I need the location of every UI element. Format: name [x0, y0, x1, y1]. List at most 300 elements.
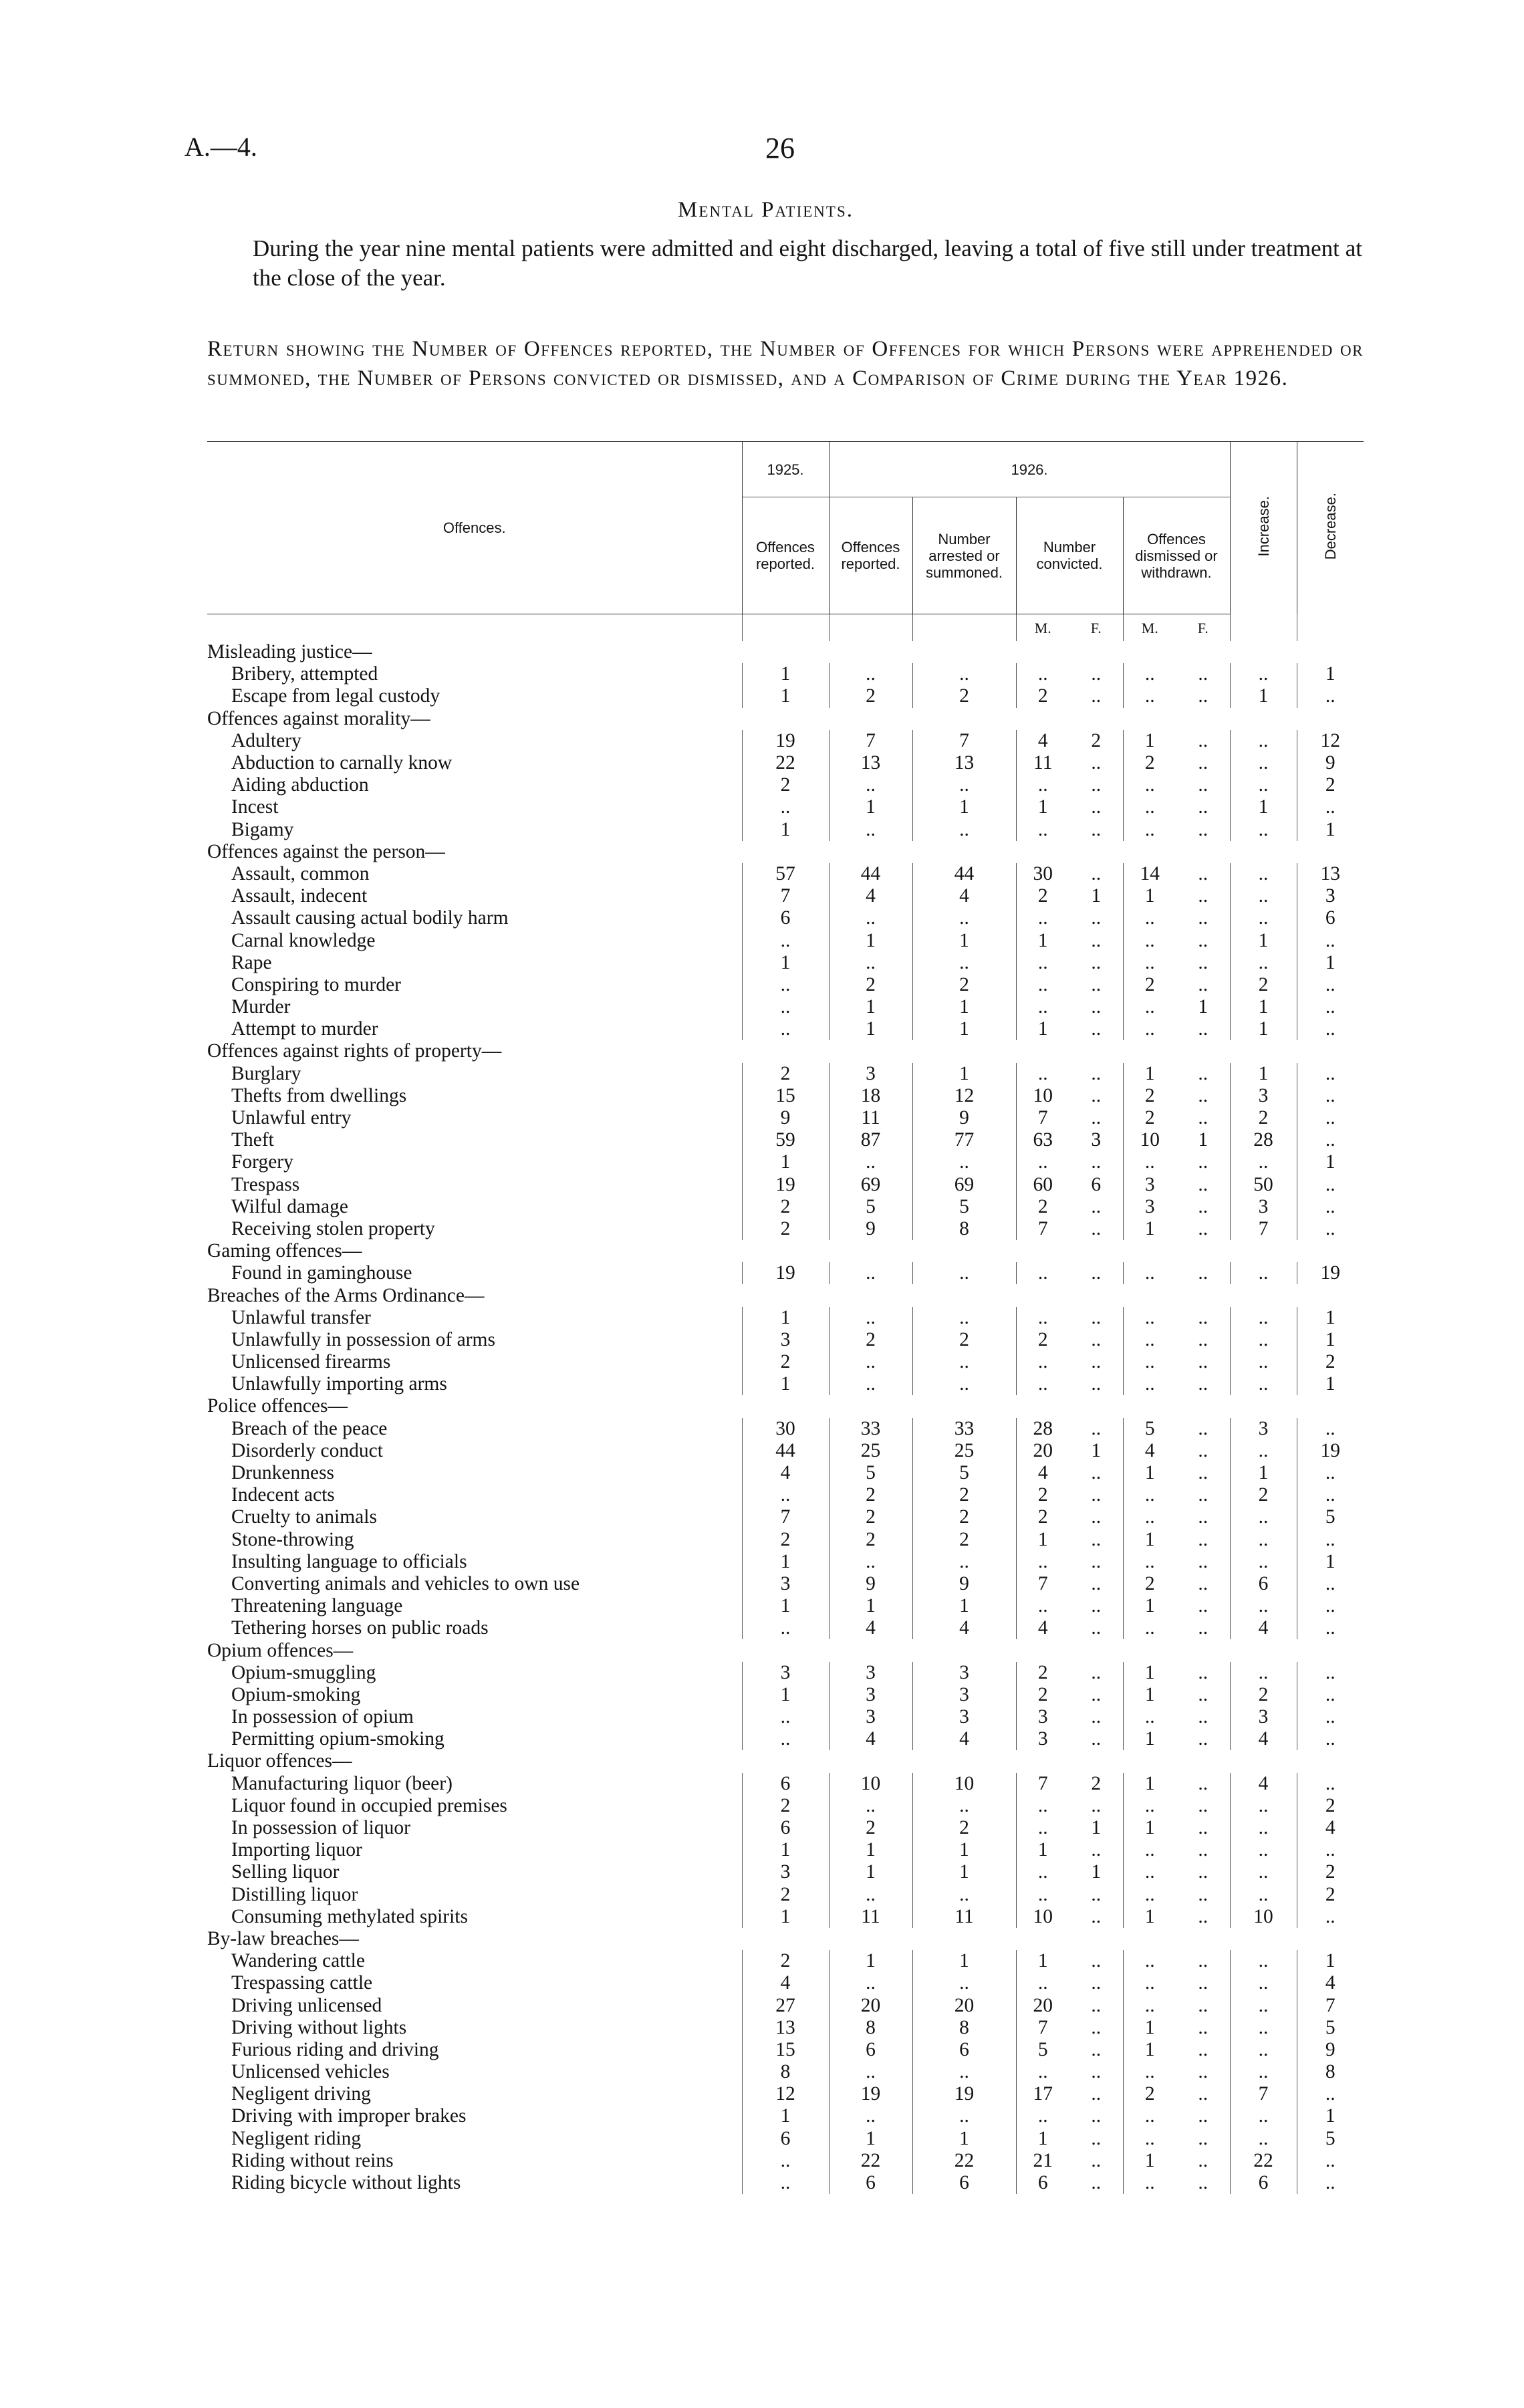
offence-label: Rape [231, 951, 272, 973]
cell-reported-1925: 1 [742, 1684, 829, 1706]
cell-reported-1925: 1 [742, 2105, 829, 2127]
cell-increase: 2 [1230, 1107, 1297, 1129]
table-row [207, 1351, 1364, 1373]
cell-convicted-m: .. [1016, 2061, 1069, 2083]
table-row [207, 2061, 1364, 2083]
cell-increase: .. [1230, 1307, 1297, 1329]
cell-reported-1926: 9 [829, 1573, 912, 1595]
cell-reported-1925: 1 [742, 952, 829, 974]
cell-decrease: 1 [1297, 663, 1364, 685]
cell-reported-1925: 59 [742, 1129, 829, 1151]
cell-arrested: 3 [912, 1706, 1016, 1728]
category-row [207, 1395, 1364, 1417]
offence-label: Disorderly conduct [231, 1439, 383, 1461]
table-row [207, 1972, 1364, 1994]
cell-dismissed-f: .. [1198, 1905, 1209, 1927]
cell-convicted-m: 1 [1016, 929, 1069, 951]
cell-convicted-m: .. [1016, 1595, 1069, 1617]
cell-decrease: 1 [1297, 1151, 1364, 1173]
cell-reported-1926: 1 [829, 1595, 912, 1617]
table-row [207, 1950, 1364, 1972]
cell-decrease: .. [1297, 1107, 1364, 1129]
cell-convicted-m: 2 [1016, 1196, 1069, 1218]
category-row [207, 1284, 1364, 1306]
cell-arrested: 1 [912, 1950, 1016, 1972]
table-row [207, 1529, 1364, 1551]
cell-dismissed-f: .. [1198, 1462, 1209, 1484]
cell-dismissed-m: 1 [1123, 1063, 1176, 1085]
table-row [207, 1662, 1364, 1684]
cell-dismissed-m: .. [1123, 2128, 1176, 2150]
cell-arrested: 77 [912, 1129, 1016, 1151]
cell-decrease: .. [1297, 1085, 1364, 1107]
table-row [207, 819, 1364, 841]
cell-arrested: 3 [912, 1684, 1016, 1706]
cell-convicted-m: 5 [1016, 2039, 1069, 2061]
cell-reported-1926: .. [829, 1262, 912, 1284]
cell-arrested: .. [912, 1884, 1016, 1906]
table-row [207, 1884, 1364, 1906]
cell-dismissed-f: .. [1198, 774, 1209, 796]
cell-reported-1926: 20 [829, 1994, 912, 2016]
cell-reported-1926: 5 [829, 1462, 912, 1484]
table-row [207, 1373, 1364, 1395]
category-row [207, 1750, 1364, 1772]
offence-label: Unlicensed firearms [231, 1351, 391, 1373]
cell-convicted-f: .. [1091, 2083, 1102, 2105]
cell-reported-1925: 1 [742, 663, 829, 685]
cell-decrease: 2 [1297, 1351, 1364, 1373]
document-reference: A.—4. [184, 132, 257, 162]
cell-decrease: .. [1297, 685, 1364, 707]
cell-decrease: .. [1297, 974, 1364, 996]
cell-decrease: 12 [1297, 730, 1364, 752]
cell-decrease: .. [1297, 2150, 1364, 2172]
cell-dismissed-m: .. [1123, 907, 1176, 929]
cell-convicted-f: .. [1091, 2038, 1102, 2060]
cell-reported-1925: .. [742, 1484, 829, 1506]
cell-convicted-m: .. [1016, 1972, 1069, 1994]
category-row [207, 641, 1364, 663]
cell-reported-1925: 3 [742, 1861, 829, 1883]
cell-increase: .. [1230, 774, 1297, 796]
cell-dismissed-m: .. [1123, 1262, 1176, 1284]
male-label: M. [1123, 614, 1176, 642]
cell-dismissed-m: .. [1123, 1307, 1176, 1329]
cell-convicted-m: 30 [1016, 863, 1069, 885]
cell-convicted-m: .. [1016, 1795, 1069, 1817]
offence-label: Permitting opium-smoking [231, 1728, 444, 1750]
col-year-1926: 1926. [829, 442, 1230, 497]
cell-reported-1925: 1 [742, 819, 829, 841]
cell-dismissed-f: .. [1198, 1728, 1209, 1750]
offence-label: Unlicensed vehicles [231, 2061, 390, 2083]
cell-decrease: 1 [1297, 1551, 1364, 1573]
cell-increase: .. [1230, 730, 1297, 752]
cell-dismissed-m: 1 [1123, 1529, 1176, 1551]
cell-convicted-m: 63 [1016, 1129, 1069, 1151]
cell-convicted-m: 1 [1016, 2128, 1069, 2150]
category-row [207, 1928, 1364, 1950]
cell-convicted-m: .. [1016, 819, 1069, 841]
cell-arrested: 20 [912, 1994, 1016, 2016]
table-row [207, 1773, 1364, 1795]
table-row [207, 974, 1364, 996]
cell-dismissed-m: .. [1123, 1329, 1176, 1351]
cell-convicted-f: .. [1091, 1506, 1102, 1528]
cell-convicted-f: .. [1091, 1972, 1102, 1994]
cell-increase: .. [1230, 2039, 1297, 2061]
cell-dismissed-f: .. [1198, 1195, 1209, 1217]
cell-decrease: 4 [1297, 1817, 1364, 1839]
cell-arrested: .. [912, 819, 1016, 841]
cell-reported-1926: .. [829, 1351, 912, 1373]
offence-label: Thefts from dwellings [231, 1084, 407, 1106]
cell-increase: .. [1230, 1795, 1297, 1817]
cell-convicted-m: 1 [1016, 1018, 1069, 1040]
offence-label: Murder [231, 996, 291, 1018]
cell-convicted-f: .. [1091, 2127, 1102, 2149]
cell-convicted-m: 1 [1016, 1839, 1069, 1861]
cell-decrease: .. [1297, 2083, 1364, 2105]
offences-table-wrapper [207, 441, 1364, 2194]
table-row [207, 929, 1364, 951]
cell-reported-1925: 12 [742, 2083, 829, 2105]
cell-convicted-m: 20 [1016, 1994, 1069, 2016]
cell-decrease: .. [1297, 1662, 1364, 1684]
cell-reported-1926: 1 [829, 1839, 912, 1861]
cell-dismissed-f: .. [1198, 1173, 1209, 1195]
cell-arrested: 9 [912, 1573, 1016, 1595]
cell-dismissed-m: .. [1123, 1018, 1176, 1040]
table-row [207, 1018, 1364, 1040]
table-row [207, 1129, 1364, 1151]
cell-reported-1926: 3 [829, 1063, 912, 1085]
offence-label: In possession of liquor [231, 1817, 410, 1839]
cell-increase: 28 [1230, 1129, 1297, 1151]
cell-convicted-m: 7 [1016, 1218, 1069, 1240]
cell-reported-1926: .. [829, 1151, 912, 1173]
cell-decrease: 1 [1297, 2105, 1364, 2127]
cell-reported-1926: 22 [829, 2150, 912, 2172]
cell-reported-1926: 2 [829, 1329, 912, 1351]
cell-convicted-f: .. [1091, 2149, 1102, 2171]
table-row [207, 1085, 1364, 1107]
cell-reported-1925: 2 [742, 1351, 829, 1373]
cell-reported-1925: 1 [742, 1839, 829, 1861]
cell-decrease: .. [1297, 1484, 1364, 1506]
offence-label: Unlawful transfer [231, 1306, 371, 1328]
cell-convicted-f: .. [1091, 929, 1102, 951]
cell-increase: 2 [1230, 1484, 1297, 1506]
table-row [207, 2017, 1364, 2039]
offence-label: Riding bicycle without lights [231, 2172, 461, 2194]
cell-reported-1925: 3 [742, 1329, 829, 1351]
cell-arrested: .. [912, 1373, 1016, 1395]
cell-convicted-f: .. [1091, 951, 1102, 973]
cell-convicted-f: .. [1091, 1351, 1102, 1373]
cell-dismissed-f: .. [1198, 1595, 1209, 1617]
cell-dismissed-m: .. [1123, 952, 1176, 974]
cell-arrested: .. [912, 2061, 1016, 2083]
cell-convicted-m: 10 [1016, 1085, 1069, 1107]
table-row [207, 1817, 1364, 1839]
cell-decrease: .. [1297, 1129, 1364, 1151]
cell-dismissed-m: 1 [1123, 885, 1176, 907]
cell-increase: .. [1230, 1440, 1297, 1462]
offence-label: Incest [231, 796, 279, 818]
cell-dismissed-f: .. [1198, 1306, 1209, 1328]
cell-arrested: .. [912, 907, 1016, 929]
cell-convicted-f: .. [1091, 1839, 1102, 1861]
cell-decrease: .. [1297, 1174, 1364, 1196]
cell-reported-1926: .. [829, 1373, 912, 1395]
cell-decrease: 1 [1297, 1373, 1364, 1395]
offence-label: Escape from legal custody [231, 685, 440, 707]
cell-convicted-m: 10 [1016, 1906, 1069, 1928]
cell-dismissed-f: .. [1198, 1084, 1209, 1106]
category-label: Misleading justice— [207, 641, 372, 663]
offence-label: Trespassing cattle [231, 1972, 373, 1994]
cell-convicted-f: 1 [1091, 1817, 1102, 1839]
offence-label: Selling liquor [231, 1861, 340, 1883]
cell-arrested: 6 [912, 2039, 1016, 2061]
cell-reported-1925: 4 [742, 1972, 829, 1994]
cell-convicted-m: .. [1016, 774, 1069, 796]
cell-arrested: 8 [912, 1218, 1016, 1240]
table-row [207, 1795, 1364, 1817]
cell-dismissed-m: .. [1123, 929, 1176, 951]
cell-reported-1926: 2 [829, 974, 912, 996]
cell-increase: .. [1230, 1662, 1297, 1684]
cell-reported-1925: 1 [742, 685, 829, 707]
offence-label: Breach of the peace [231, 1417, 388, 1439]
cell-decrease: .. [1297, 1906, 1364, 1928]
cell-reported-1925: .. [742, 929, 829, 951]
category-label: By-law breaches— [207, 1927, 359, 1949]
cell-dismissed-m: .. [1123, 1373, 1176, 1395]
col-increase: Increase. [1230, 442, 1297, 614]
offence-label: Importing liquor [231, 1839, 362, 1861]
cell-arrested: .. [912, 663, 1016, 685]
cell-arrested: 2 [912, 1817, 1016, 1839]
cell-increase: .. [1230, 1839, 1297, 1861]
table-row [207, 1706, 1364, 1728]
cell-dismissed-m: .. [1123, 2172, 1176, 2194]
cell-reported-1926: 1 [829, 996, 912, 1018]
offence-label: Threatening language [231, 1595, 403, 1617]
cell-decrease: 13 [1297, 863, 1364, 885]
cell-increase: .. [1230, 885, 1297, 907]
cell-convicted-m: 7 [1016, 1573, 1069, 1595]
cell-decrease: 2 [1297, 1795, 1364, 1817]
cell-decrease: 1 [1297, 819, 1364, 841]
cell-reported-1925: 6 [742, 2128, 829, 2150]
offence-label: Cruelty to animals [231, 1506, 377, 1528]
cell-convicted-f: 2 [1091, 729, 1102, 751]
cell-reported-1926: 2 [829, 1484, 912, 1506]
cell-convicted-f: .. [1091, 1373, 1102, 1395]
cell-dismissed-f: .. [1198, 1794, 1209, 1816]
cell-decrease: 2 [1297, 1884, 1364, 1906]
cell-convicted-f: .. [1091, 1151, 1102, 1173]
cell-arrested: 8 [912, 2017, 1016, 2039]
cell-convicted-f: .. [1091, 752, 1102, 774]
cell-reported-1926: 1 [829, 929, 912, 951]
cell-reported-1925: 7 [742, 1506, 829, 1528]
cell-convicted-f: .. [1091, 1595, 1102, 1617]
cell-convicted-m: 21 [1016, 2150, 1069, 2172]
cell-decrease: 5 [1297, 1506, 1364, 1528]
cell-decrease: .. [1297, 1218, 1364, 1240]
cell-arrested: 33 [912, 1418, 1016, 1440]
cell-reported-1925: 3 [742, 1662, 829, 1684]
cell-convicted-f: .. [1091, 1706, 1102, 1728]
offence-label: Burglary [231, 1062, 301, 1084]
cell-convicted-f: .. [1091, 1018, 1102, 1040]
table-row [207, 1196, 1364, 1218]
cell-convicted-m: 2 [1016, 685, 1069, 707]
cell-decrease: 1 [1297, 952, 1364, 974]
cell-reported-1925: 1 [742, 1151, 829, 1173]
cell-reported-1926: .. [829, 1972, 912, 1994]
cell-convicted-f: 1 [1091, 1439, 1102, 1461]
table-row [207, 1684, 1364, 1706]
cell-reported-1926: 25 [829, 1440, 912, 1462]
cell-reported-1925: .. [742, 1018, 829, 1040]
cell-arrested: 1 [912, 996, 1016, 1018]
cell-reported-1926: 1 [829, 1861, 912, 1883]
cell-arrested: 2 [912, 974, 1016, 996]
col-dismissed: Offences dismissed or withdrawn. [1123, 497, 1230, 614]
cell-arrested: 44 [912, 863, 1016, 885]
cell-decrease: .. [1297, 796, 1364, 818]
col-reported-1926: Offences reported. [829, 497, 912, 614]
cell-decrease: 8 [1297, 2061, 1364, 2083]
cell-increase: .. [1230, 819, 1297, 841]
cell-convicted-f: .. [1091, 907, 1102, 929]
table-row [207, 1861, 1364, 1883]
offence-label: Riding without reins [231, 2149, 394, 2171]
cell-reported-1925: .. [742, 2172, 829, 2194]
cell-reported-1925: 2 [742, 1196, 829, 1218]
cell-dismissed-m: .. [1123, 1506, 1176, 1528]
table-row [207, 1218, 1364, 1240]
category-row [207, 841, 1364, 863]
cell-convicted-f: .. [1091, 2172, 1102, 2194]
cell-reported-1925: 2 [742, 1795, 829, 1817]
cell-reported-1925: 8 [742, 2061, 829, 2083]
cell-convicted-f: .. [1091, 1617, 1102, 1639]
cell-increase: .. [1230, 1151, 1297, 1173]
cell-decrease: 2 [1297, 1861, 1364, 1883]
table-row [207, 885, 1364, 907]
cell-dismissed-f: .. [1198, 1262, 1209, 1284]
offence-label: Opium-smoking [231, 1683, 361, 1705]
cell-reported-1926: 19 [829, 2083, 912, 2105]
cell-reported-1925: 9 [742, 1107, 829, 1129]
cell-reported-1926: 2 [829, 1529, 912, 1551]
cell-increase: 6 [1230, 2172, 1297, 2194]
cell-reported-1925: 2 [742, 1950, 829, 1972]
cell-dismissed-m: .. [1123, 685, 1176, 707]
cell-convicted-m: .. [1016, 1063, 1069, 1085]
cell-convicted-m: 7 [1016, 1107, 1069, 1129]
cell-reported-1926: 3 [829, 1706, 912, 1728]
cell-decrease: .. [1297, 1196, 1364, 1218]
cell-reported-1926: .. [829, 1307, 912, 1329]
cell-convicted-f: .. [1091, 973, 1102, 995]
table-row [207, 1617, 1364, 1639]
cell-reported-1926: .. [829, 907, 912, 929]
cell-convicted-m: .. [1016, 952, 1069, 974]
cell-reported-1926: .. [829, 2105, 912, 2127]
cell-dismissed-m: .. [1123, 1884, 1176, 1906]
cell-dismissed-m: .. [1123, 819, 1176, 841]
offence-label: Abduction to carnally know [231, 752, 453, 774]
cell-arrested: 1 [912, 1595, 1016, 1617]
cell-dismissed-f: .. [1198, 1839, 1209, 1861]
offence-label: Negligent riding [231, 2127, 362, 2149]
cell-increase: .. [1230, 1262, 1297, 1284]
cell-arrested: 1 [912, 1839, 1016, 1861]
cell-dismissed-f: .. [1198, 973, 1209, 995]
cell-dismissed-m: 1 [1123, 730, 1176, 752]
cell-reported-1926: 6 [829, 2039, 912, 2061]
cell-arrested: 1 [912, 1861, 1016, 1883]
cell-dismissed-f: .. [1198, 929, 1209, 951]
cell-convicted-f: .. [1091, 1484, 1102, 1506]
table-row [207, 1174, 1364, 1196]
table-row [207, 996, 1364, 1018]
cell-reported-1926: 2 [829, 1817, 912, 1839]
cell-increase: 1 [1230, 685, 1297, 707]
cell-increase: 1 [1230, 1018, 1297, 1040]
cell-reported-1925: .. [742, 974, 829, 996]
table-row [207, 863, 1364, 885]
cell-reported-1925: 6 [742, 907, 829, 929]
cell-dismissed-m: .. [1123, 1151, 1176, 1173]
cell-arrested: 11 [912, 1906, 1016, 1928]
offence-label: Found in gaminghouse [231, 1262, 412, 1284]
cell-decrease: 1 [1297, 1307, 1364, 1329]
cell-dismissed-m: .. [1123, 1484, 1176, 1506]
cell-dismissed-f: .. [1198, 1328, 1209, 1350]
offence-label: Tethering horses on public roads [231, 1617, 489, 1639]
offence-label: Trespass [231, 1173, 300, 1195]
cell-decrease: .. [1297, 1018, 1364, 1040]
cell-arrested: 6 [912, 2172, 1016, 2194]
cell-reported-1926: .. [829, 952, 912, 974]
table-row [207, 1595, 1364, 1617]
cell-reported-1925: 22 [742, 752, 829, 774]
cell-arrested: .. [912, 1351, 1016, 1373]
cell-arrested: 2 [912, 1329, 1016, 1351]
cell-arrested: 4 [912, 885, 1016, 907]
cell-reported-1926: 1 [829, 796, 912, 818]
cell-reported-1926: 69 [829, 1174, 912, 1196]
table-row [207, 1484, 1364, 1506]
cell-increase: .. [1230, 1994, 1297, 2016]
cell-reported-1925: .. [742, 1706, 829, 1728]
category-row [207, 1639, 1364, 1661]
cell-increase: .. [1230, 752, 1297, 774]
cell-dismissed-f: .. [1198, 663, 1209, 685]
cell-arrested: 2 [912, 1529, 1016, 1551]
cell-dismissed-f: .. [1198, 1706, 1209, 1728]
table-row [207, 1551, 1364, 1573]
offence-label: Converting animals and vehicles to own use [231, 1572, 580, 1594]
